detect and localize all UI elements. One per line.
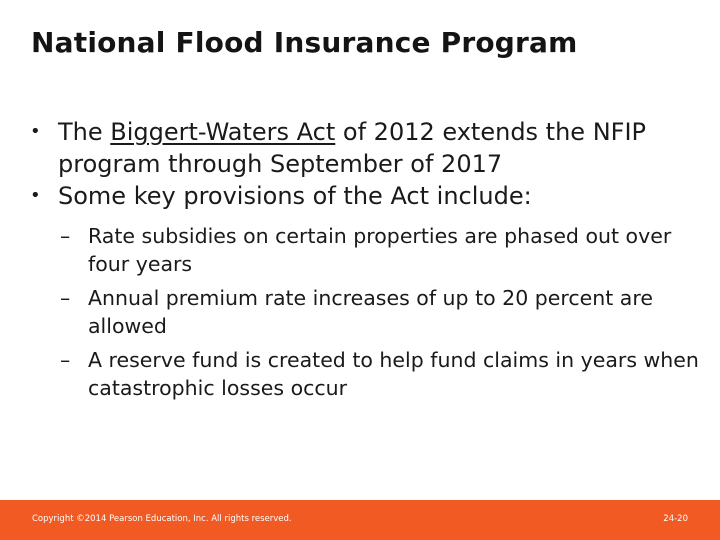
bullet-marker: • <box>30 185 41 206</box>
slide-title: National Flood Insurance Program <box>31 26 578 59</box>
sub-bullet-marker: – <box>60 224 71 248</box>
bullet-marker: • <box>30 121 41 142</box>
sub-bullet-item <box>60 284 700 340</box>
slide-content <box>30 116 700 408</box>
copyright-text: Copyright ©2014 Pearson Education, Inc. All rights reserved. <box>32 514 292 524</box>
bullet-text-suffix: of 2012 extends the NFIP program through September of 2017 <box>58 118 647 178</box>
sub-bullet-text: A reserve fund is created to help fund claims in years when catastrophic losses occur <box>88 348 699 400</box>
bullet-item <box>30 180 700 212</box>
sub-bullet-text: Annual premium rate increases of up to 20 percent are allowed <box>88 286 653 338</box>
sub-bullet-item <box>60 346 700 402</box>
bullet-item <box>30 116 700 180</box>
page-number: 24-20 <box>663 514 688 524</box>
bullet-text-prefix: The <box>58 118 111 146</box>
footer-bar <box>0 500 720 540</box>
biggert-waters-act-link[interactable]: Biggert-Waters Act <box>110 118 336 146</box>
sub-bullet-item <box>60 222 700 278</box>
bullet-text: Some key provisions of the Act include: <box>58 182 532 210</box>
sub-bullet-list <box>30 222 700 402</box>
sub-bullet-marker: – <box>60 348 71 372</box>
sub-bullet-text: Rate subsidies on certain properties are phased out over four years <box>88 224 672 276</box>
sub-bullet-marker: – <box>60 286 71 310</box>
